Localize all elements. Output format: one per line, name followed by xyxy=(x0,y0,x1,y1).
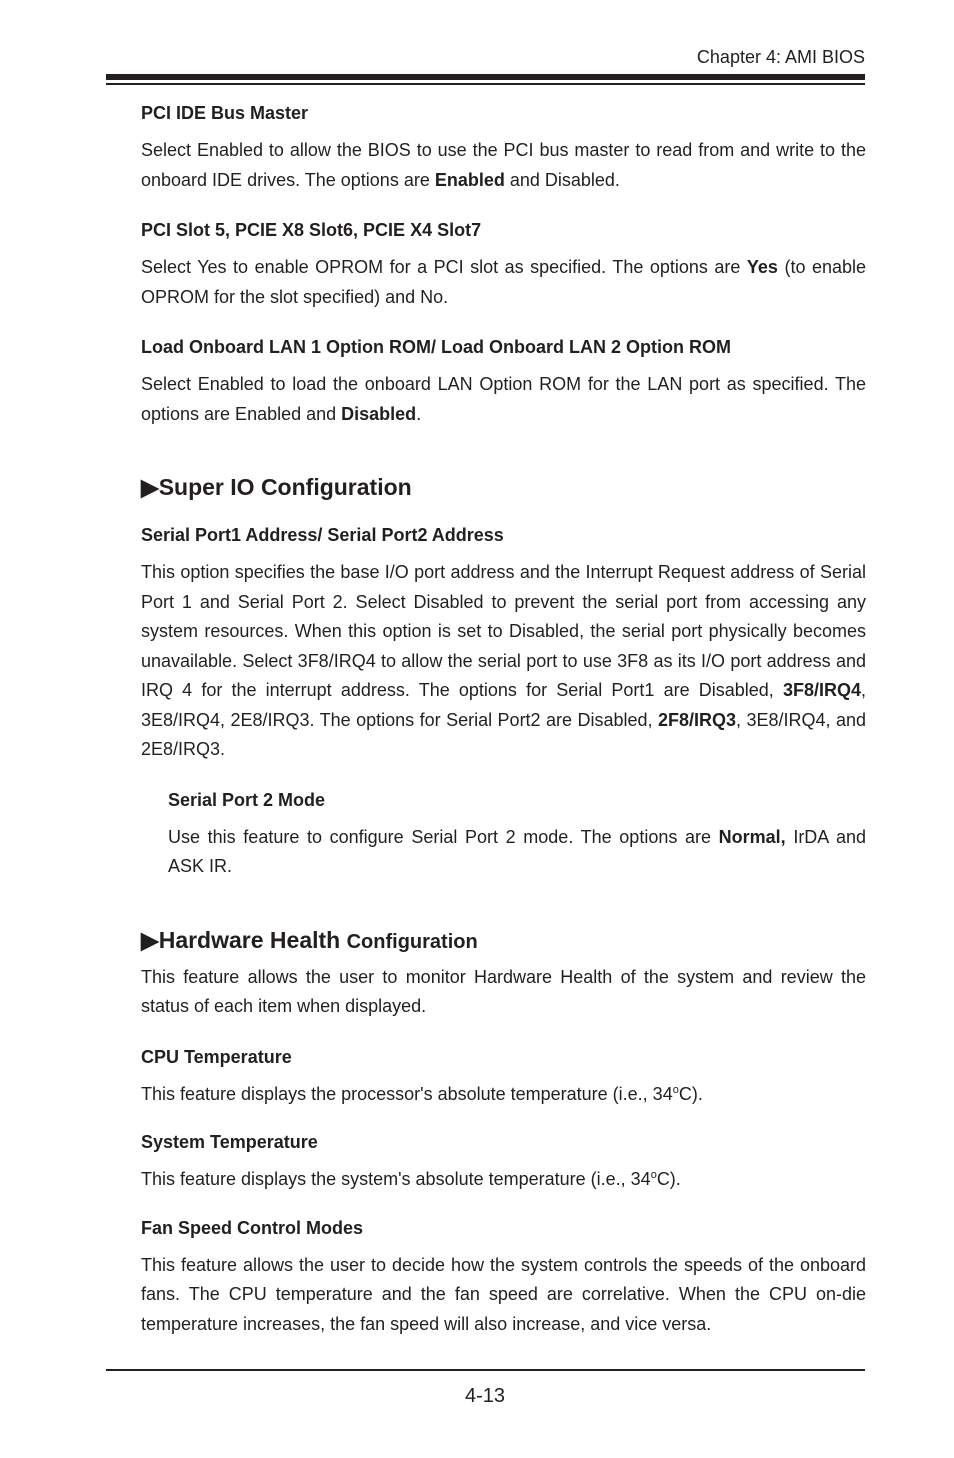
heading-text: Configuration xyxy=(346,930,478,953)
default-option: Disabled xyxy=(341,403,417,424)
section-title-cpu-temperature: CPU Temperature xyxy=(141,1046,292,1067)
section-body-system-temperature xyxy=(141,1165,866,1195)
body-text: C). xyxy=(678,1083,703,1104)
body-text: This feature displays the processor's absolute temperature (i.e., 34 xyxy=(141,1083,673,1104)
body-text: , 3E8/IRQ4, and 2E8/IRQ3. xyxy=(141,709,866,759)
section-title-system-temperature: System Temperature xyxy=(141,1132,318,1152)
section-title-serial-port-2-mode: Serial Port 2 Mode xyxy=(168,789,326,810)
section-title-fan-speed-control-modes: Fan Speed Control Modes xyxy=(141,1217,364,1238)
heading-text: Super IO Configuration xyxy=(158,474,412,500)
page-number: 4-13 xyxy=(464,1385,506,1407)
body-text: C). xyxy=(656,1169,681,1189)
heading-text: Hardware Health xyxy=(158,926,341,953)
body-text: (to enable OPROM for the slot specified) and No. xyxy=(141,257,867,307)
body-text: and Disabled. xyxy=(504,169,620,190)
section-body-pci-slots xyxy=(141,253,866,312)
section-body-lan-option-rom xyxy=(141,370,866,429)
default-option: Normal, xyxy=(718,826,786,847)
heading-hardware-health-configuration xyxy=(141,925,866,957)
section-title-lan-option-rom: Load Onboard LAN 1 Option ROM/ Load Onboard LAN 2 Option ROM xyxy=(141,337,731,357)
body-text: Select Enabled to allow the BIOS to use the PCI bus master to read from and write to the onboard IDE drives. The options are xyxy=(141,140,866,190)
chapter-header: Chapter 4: AMI BIOS xyxy=(696,47,865,67)
body-text: Select Yes to enable OPROM for a PCI slot as specified. The options are xyxy=(141,257,747,277)
page-content xyxy=(141,100,866,1339)
default-option: Enabled xyxy=(434,169,505,190)
footer-rule xyxy=(106,1369,865,1371)
header-rule-thick xyxy=(106,74,865,80)
body-text: Use this feature to configure Serial Port 2 mode. The options are xyxy=(168,826,719,847)
section-title-pci-slots: PCI Slot 5, PCIE X8 Slot6, PCIE X4 Slot7 xyxy=(141,220,482,240)
section-body-hardware-health: This feature allows the user to monitor Hardware Health of the system and review the status of each item when displayed. xyxy=(141,966,866,1016)
section-title-serial-port-address: Serial Port1 Address/ Serial Port2 Address xyxy=(141,525,504,545)
body-text: . xyxy=(416,403,422,424)
default-option: 3F8/IRQ4 xyxy=(782,680,861,700)
section-body-serial-port-address xyxy=(141,558,866,765)
body-text: IrDA and ASK IR. xyxy=(168,826,866,876)
section-body-pci-ide-bus-master xyxy=(141,136,866,195)
body-text: Select Enabled to load the onboard LAN Option ROM for the LAN port as specified. The options are Enabled and xyxy=(141,374,866,424)
default-option: Yes xyxy=(746,257,778,277)
body-text: This feature displays the system's absolute temperature (i.e., 34 xyxy=(141,1169,651,1189)
heading-super-io-configuration xyxy=(141,472,866,502)
section-body-fan-speed-control-modes: This feature allows the user to decide how the system controls the speeds of the onboard fans. The CPU temperature and the fan speed are correlative. When the CPU on-die temperature increases, the fan speed will also increase, and vice versa. xyxy=(141,1254,866,1334)
default-option: 2F8/IRQ3 xyxy=(657,709,737,730)
body-text: This option specifies the base I/O port address and the Interrupt Request address of Serial Port 1 and Serial Port 2. Select Disabled to prevent the serial port from accessing any system resources. When this option is set to Disabled, the serial port physically becomes unavailable. Select 3F8/IRQ4 to allow the serial port to use 3F8 as its I/O port address and IRQ 4 for the interrupt address. The options for Serial Port1 are Disabled, xyxy=(141,562,866,700)
section-title-pci-ide-bus-master: PCI IDE Bus Master xyxy=(141,103,309,123)
degree-superscript: o xyxy=(672,1083,679,1096)
body-text: , 3E8/IRQ4, 2E8/IRQ3. The options for Serial Port2 are Disabled, xyxy=(141,680,866,730)
triangle-arrow-icon: ▶ xyxy=(141,926,159,953)
section-body-serial-port-2-mode xyxy=(168,823,866,882)
triangle-arrow-icon: ▶ xyxy=(141,474,159,500)
header-rule-thin xyxy=(106,83,865,85)
degree-superscript: o xyxy=(650,1169,657,1181)
subsection-serial-port-2-mode xyxy=(168,787,866,882)
section-body-cpu-temperature xyxy=(141,1080,866,1110)
